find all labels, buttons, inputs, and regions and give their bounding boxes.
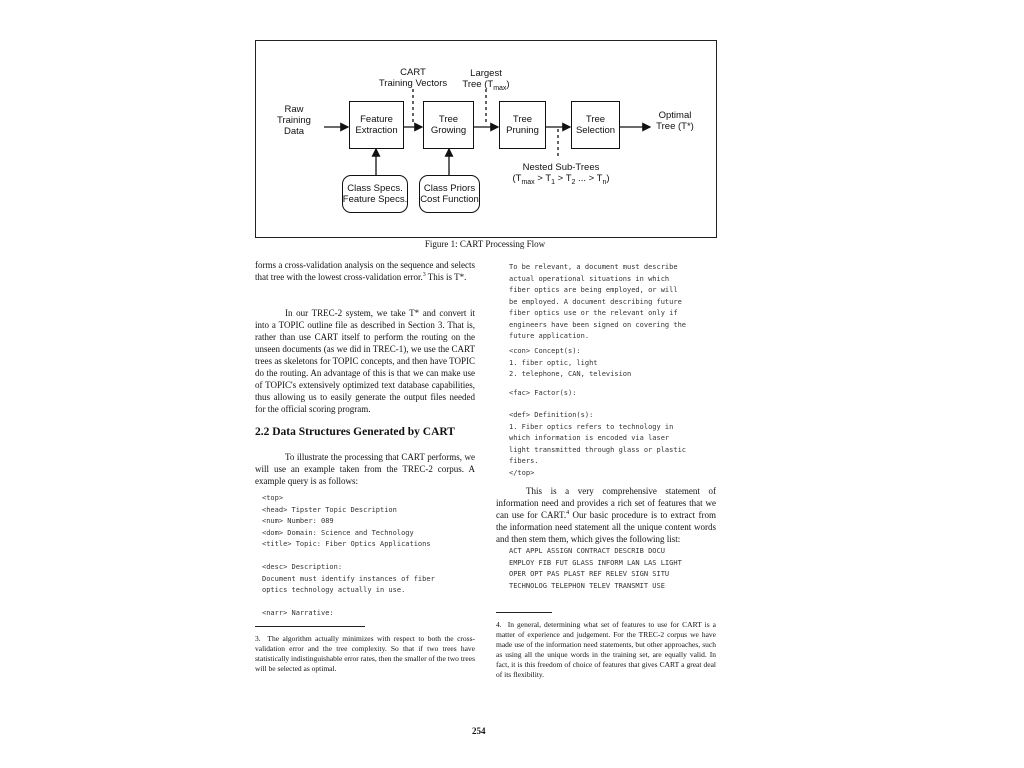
optimal-tree-label: Optimal Tree (T*) (656, 110, 694, 132)
tree-pruning-box: Tree Pruning (499, 101, 546, 149)
query-code-left: <top> <head> Tipster Topic Description <num> Number: 089 <dom> Domain: Science and Technology <title> Topic: Fiber Optics Applications <desc> Description: Document must identify instances of fiber optics technology actually in use. <narr> Narrative: (262, 494, 435, 617)
query-code-right-2: <con> Concept(s): 1. fiber optic, light 2. telephone, CAN, television (509, 347, 632, 378)
raw-training-data-label: Raw Training Data (277, 104, 311, 137)
right-paragraph-1: This is a very comprehensive statement of information need and provides a rich set of features that we can use for CART.$^4$ Our basic procedure is to extract from the information need statement all the unique content words and then stem them, which gives the following list: (496, 486, 717, 544)
nested-sub-trees-label: Nested Sub-Trees ($T_{max} > T_1 > T_2$ ... > $T_n$) (512, 162, 610, 186)
left-paragraph-2: In our TREC-2 system, we take T* and convert it into a TOPIC outline file as described in Section 3. That is, rather than use CART itself to perform the routing on the unseen documents (as we did in TREC-1), we use the CART trees as skeletons for TOPIC concepts, and then have TOPIC do the routing. An advantage of this is that we can make use of TOPIC's extensively optimized text database capabilities, thus allowing us to easily generate the output files needed for the official scoring program. (255, 308, 475, 414)
figure-caption: Figure 1: CART Processing Flow (424, 239, 546, 249)
query-code-right-1: To be relevant, a document must describe actual operational situations in which fiber optics are being employed, or will be employed. A document describing future fiber optics use or the relevant only if engineers have been signed on covering the future application. (509, 263, 687, 340)
footnote-3: 3. The algorithm actually minimizes with respect to both the cross-validation error and the tree complexity. So that if two trees have statistically indistinguishable error rates, then the smaller of the two trees will be selected as optimal. (255, 634, 475, 673)
left-paragraph-1: forms a cross-validation analysis on the sequence and selects that tree with the lowest cross-validation error.$^3$ This is T*. (255, 260, 475, 282)
feature-extraction-box: Feature Extraction (349, 101, 404, 149)
query-code-right-3: <fac> Factor(s): (509, 389, 577, 397)
largest-tree-label: Largest Tree $(T_{max})$ (462, 68, 510, 92)
class-specs-box: Class Specs. Feature Specs. (342, 175, 408, 213)
query-code-right-4: <def> Definition(s): 1. Fiber optics refers to technology in which information is encoded via laser light transmitted through glass or plastic fibers. </top> (509, 411, 687, 477)
stemmed-words-list: ACT APPL ASSIGN CONTRACT DESCRIB DOCU EMPLOY FIB FUT GLASS INFORM LAN LAS LIGHT OPER OPT PAS PLAST REF RELEV SIGN SITU TECHNOLOG TELEPHON TELEV TRANSMIT USE (509, 547, 682, 590)
section-heading: 2.2 Data Structures Generated by CART (255, 426, 455, 438)
footnote-4: 4. In general, determining what set of features to use for CART is a matter of experience and judgement. For the TREC-2 corpus we have made use of the information need statements, but other approaches, such as using all the unique words in the training set, are equally valid. In fact, it is this freedom of choice of features that gives CART a great deal of its flexibility. (496, 620, 716, 679)
page-number: 254 (472, 726, 486, 736)
class-priors-box: Class Priors Cost Function (419, 175, 480, 213)
right-footnote-rule (496, 612, 552, 613)
tree-selection-box: Tree Selection (571, 101, 620, 149)
left-paragraph-3: To illustrate the processing that CART performs, we will use an example taken from the TREC-2 corpus. A example query is as follows: (255, 452, 475, 486)
cart-training-vectors-label: CART Training Vectors (378, 67, 448, 89)
left-footnote-rule (255, 626, 365, 627)
tree-growing-box: Tree Growing (423, 101, 474, 149)
cart-processing-flow-figure (255, 40, 717, 238)
